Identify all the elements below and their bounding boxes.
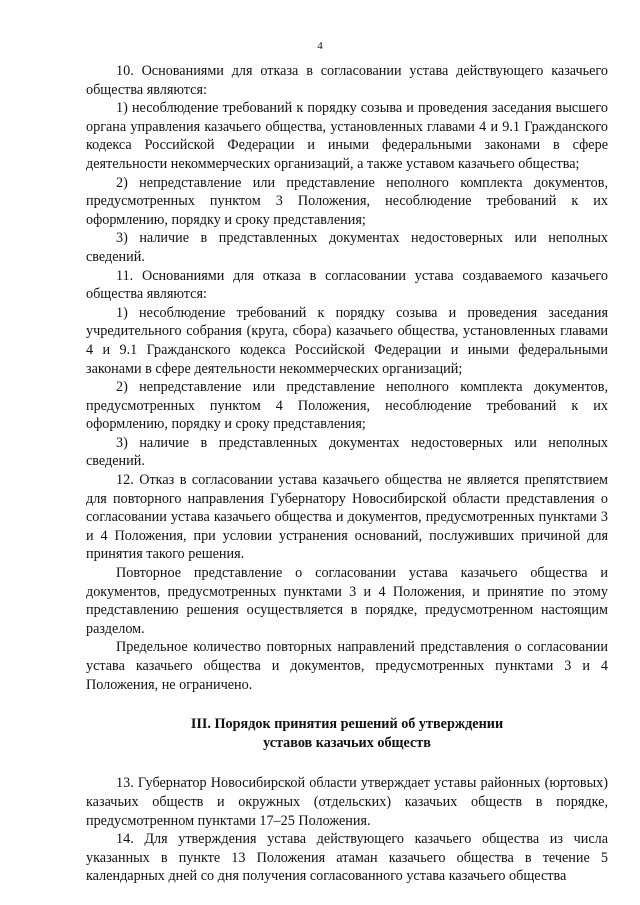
section-heading xyxy=(86,715,608,752)
paragraph-11-item-1: 1) несоблюдение требований к порядку созыва и проведения заседания учредительного собрания (круга, сбора) казачьего общества, установленных главами 4 и 9.1 Гражданского кодекса Российской Федерации и иными федеральными законами в сфере деятельности некоммерческих организаций; xyxy=(86,304,608,377)
paragraph-11: 11. Основаниями для отказа в согласовании устава создаваемого казачьего общества являются: xyxy=(86,267,608,303)
paragraph-12-repeat: Повторное представление о согласовании устава казачьего общества и документов, предусмотренных пунктами 3 и 4 Положения, и принятие по этому представлению решения осуществляется в порядке, предусмотренном настоящим разделом. xyxy=(86,565,608,637)
paragraph-12-limit: Предельное количество повторных направлений представления о согласовании устава казачьего общества и документов, предусмотренных пунктами 3 и 4 Положения, не ограничено. xyxy=(86,639,608,693)
paragraph-10-item-2: 2) непредставление или представление неполного комплекта документов, предусмотренных пунктом 3 Положения, несоблюдение требований к их оформлению, порядку и сроку представления; xyxy=(86,174,608,228)
section-heading-line-2: уставов казачьих обществ xyxy=(263,734,431,751)
section-heading-line-1: III. Порядок принятия решений об утверждении xyxy=(190,716,504,733)
paragraph-14: 14. Для утверждения устава действующего казачьего общества из числа указанных в пункте 13 Положения атаман казачьего общества в течение 5 календарных дней со дня получения согласованного устава казачьего общества xyxy=(86,831,608,885)
paragraph-10: 10. Основаниями для отказа в согласовании устава действующего казачьего общества являются: xyxy=(86,63,608,98)
paragraph-13: 13. Губернатор Новосибирской области утверждает уставы районных (юртовых) казачьих обществ и окружных (отдельских) казачьих обществ в порядке, предусмотренном пунктами 17–25 Положения. xyxy=(86,775,608,829)
paragraph-10-item-1: 1) несоблюдение требований к порядку созыва и проведения заседания высшего органа управления казачьего общества, установленных главами 4 и 9.1 Гражданского кодекса Российской Федерации и иными федеральными законами в сфере деятельности некоммерческих организаций, а также уставом казачьего общества; xyxy=(86,100,608,172)
paragraph-12: 12. Отказ в согласовании устава казачьего общества не является препятствием для повторного направления Губернатору Новосибирской области представления о согласовании устава казачьего общества и документов, предусмотренных пунктами 3 и 4 Положения, при условии устранения оснований, послуживших причиной для принятия такого решения. xyxy=(86,472,608,563)
paragraph-11-item-3: 3) наличие в представленных документах недостоверных или неполных сведений. xyxy=(86,434,608,470)
paragraph-11-item-2: 2) непредставление или представление неполного комплекта документов, предусмотренных пунктом 4 Положения, несоблюдение требований к их оформлению, порядку и сроку представления; xyxy=(86,379,608,433)
document-body xyxy=(86,62,608,886)
page-number: 4 xyxy=(317,40,323,52)
paragraph-10-item-3: 3) наличие в представленных документах недостоверных или неполных сведений. xyxy=(86,230,608,265)
